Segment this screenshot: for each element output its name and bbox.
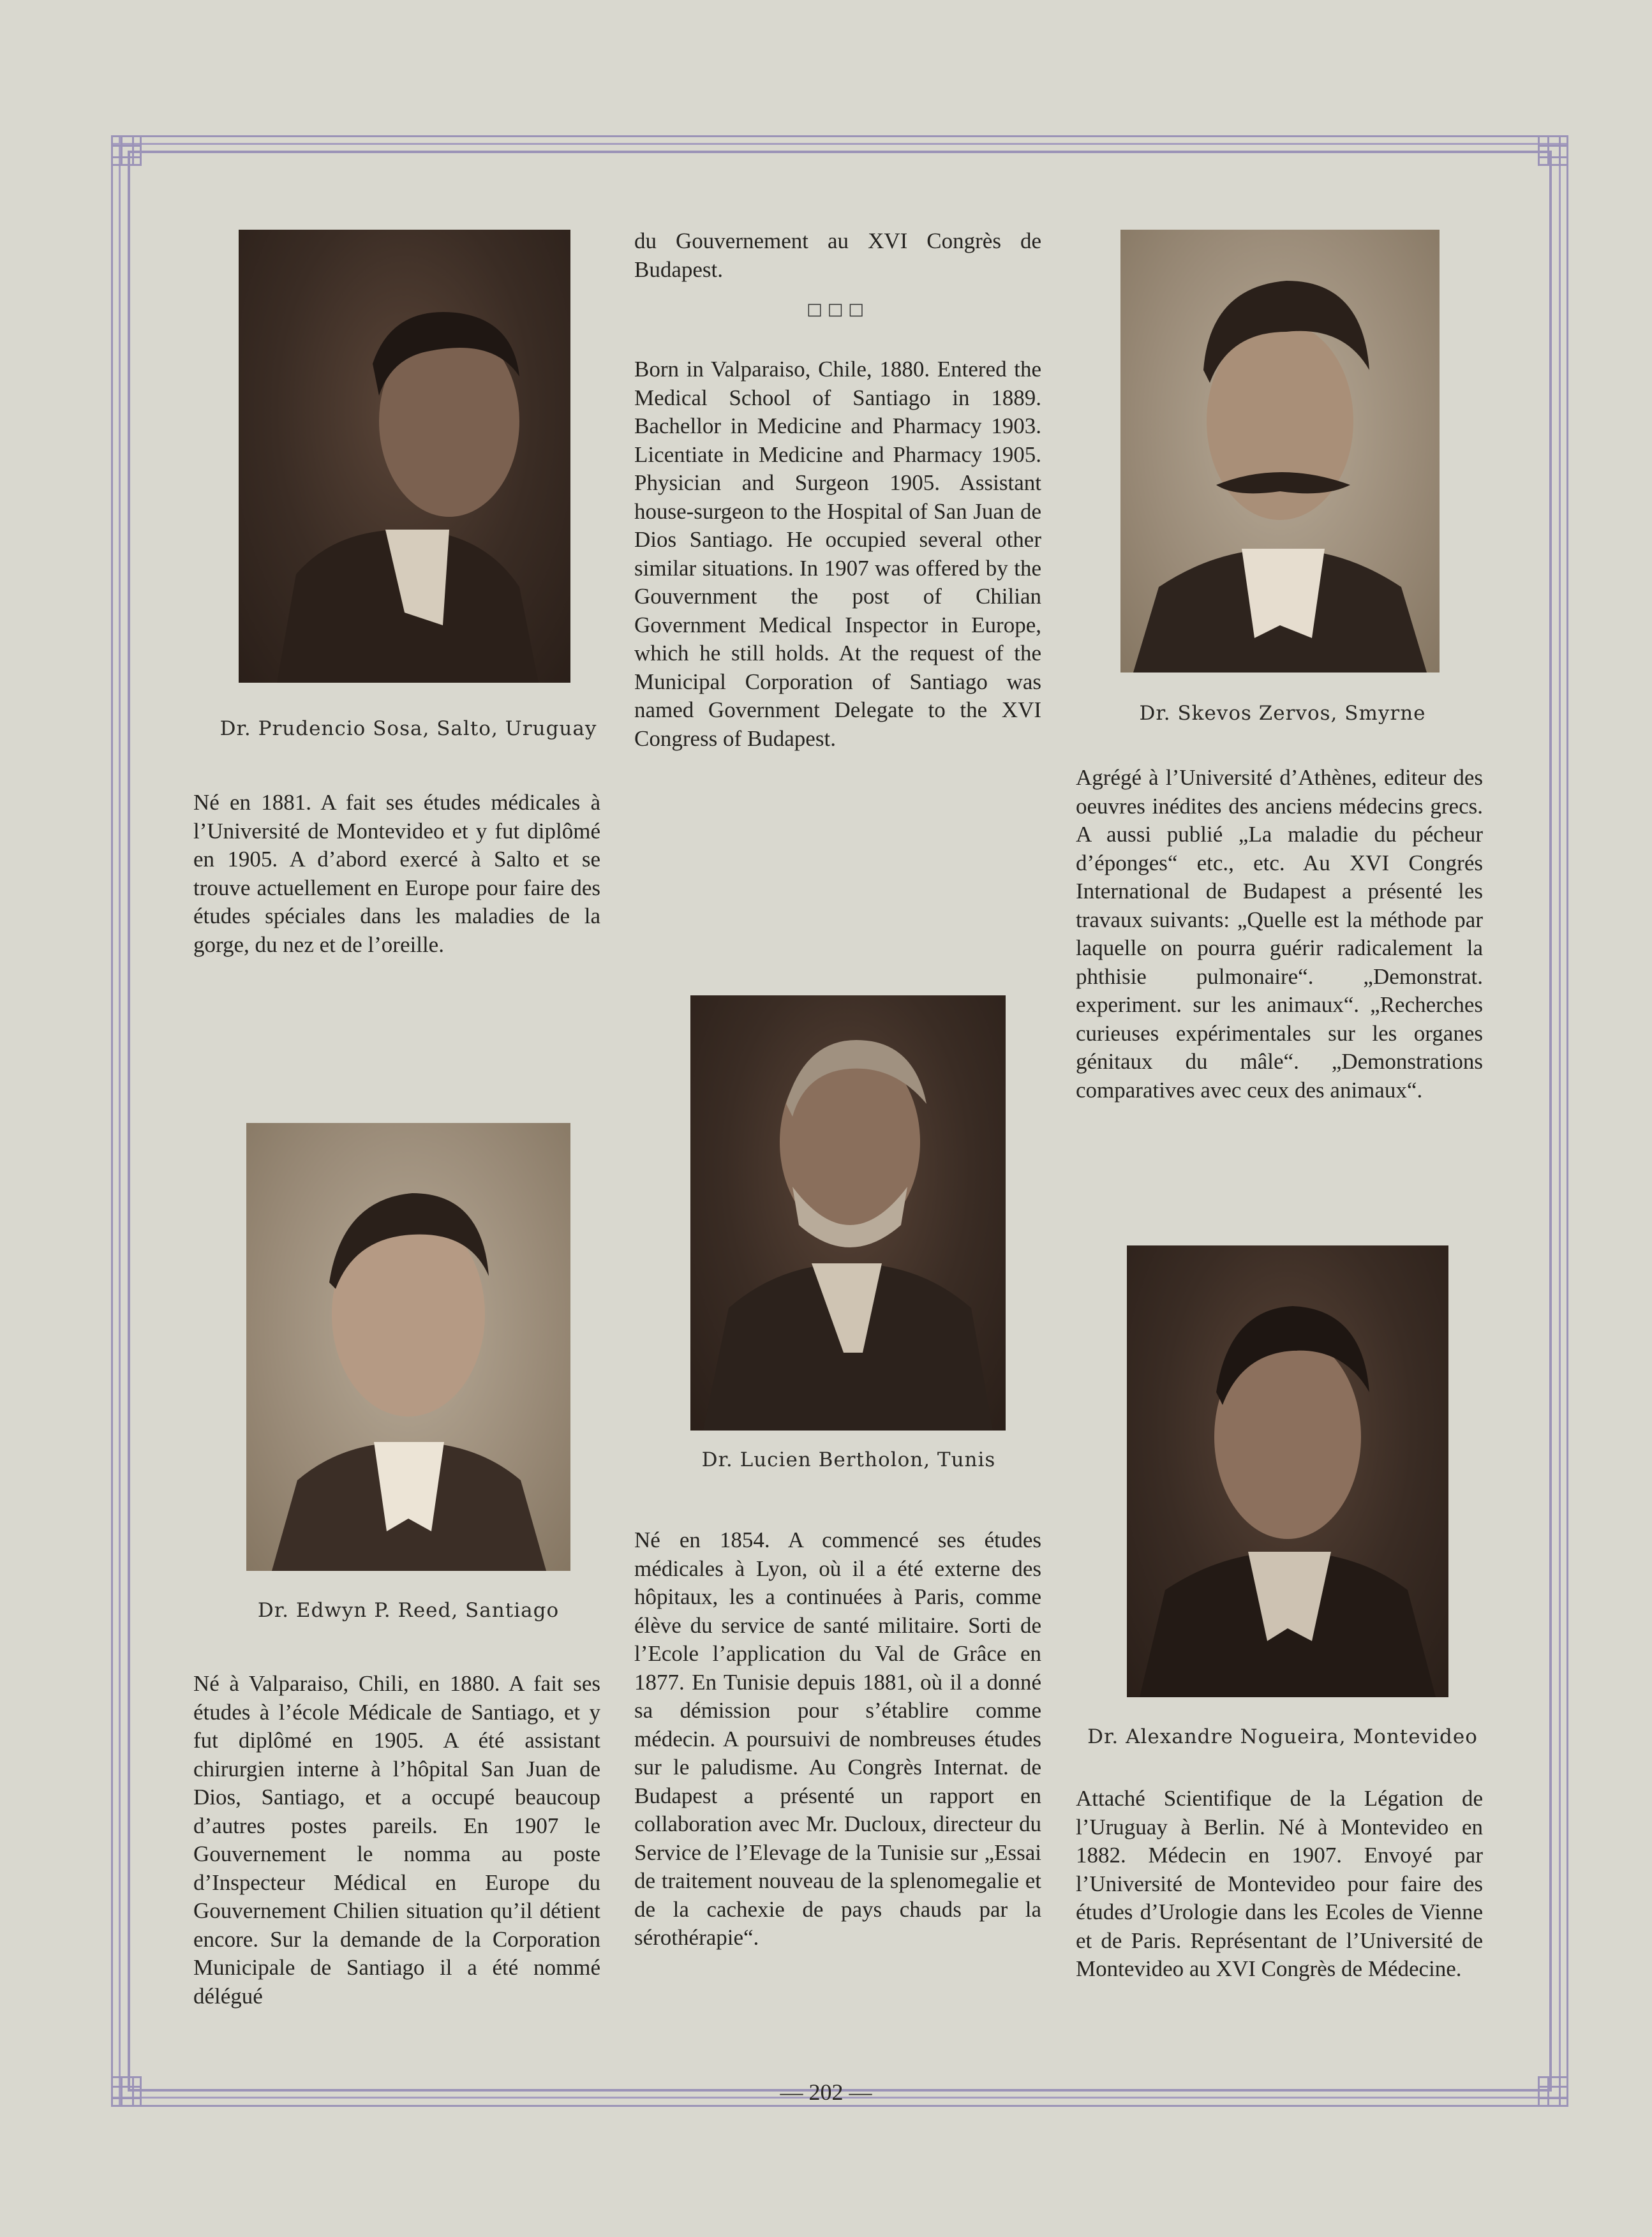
page-number: — 202 — xyxy=(780,2079,872,2105)
continuation-text: du Gouvernement au XVI Congrès de Budapest. xyxy=(634,228,1041,282)
caption-bertholon: Dr. Lucien Bertholon, Tunis xyxy=(701,1448,996,1471)
section-separator: □□□ xyxy=(807,300,869,319)
portrait-photo-sosa xyxy=(239,230,570,683)
bio-text-zervos: Agrégé à l’Université d’Athènes, editeur des oeuvres inédites des anciens médecins grecs. A aussi publié „La maladie du pécheur d’éponges“ etc., etc. Au XVI Congrés International de Budapest a présenté les travaux suivants: „Quelle est la méthode par laquelle on pourra guérir radicalement la phthisie pulmonaire“. „Demonstrat. experiment. sur les animaux“. „Recherches curieuses expérimentales sur les organes génitaux du mâle“. „Demonstrations comparatives avec ceux des animaux“. xyxy=(1076,765,1483,1103)
caption-nogueira: Dr. Alexandre Nogueira, Montevideo xyxy=(1087,1725,1478,1748)
bio-text-nogueira: Attaché Scientifique de la Légation de l’Uruguay à Berlin. Né à Montevideo en 1882. Médecin en 1907. Envoyé par l’Université de Montevideo pour faire des études d’Urologie dans les Ecoles de Vienne et de Paris. Représentant de l’Université de Montevideo au XVI Congrès de Médecine. xyxy=(1076,1786,1483,1981)
border-rule-right xyxy=(1559,135,1561,2107)
caption-zervos: Dr. Skevos Zervos, Smyrne xyxy=(1139,702,1426,725)
corner-ornament-top-right xyxy=(1538,135,1568,166)
portrait-photo-nogueira xyxy=(1127,1245,1448,1697)
portrait-photo-reed xyxy=(246,1123,570,1571)
portrait-photo-bertholon xyxy=(690,995,1006,1431)
border-rule-left xyxy=(119,135,121,2107)
caption-sosa: Dr. Prudencio Sosa, Salto, Uruguay xyxy=(220,717,597,740)
corner-ornament-top-left xyxy=(111,135,142,166)
border-rule-top xyxy=(111,143,1568,145)
english-text-reed: Born in Valparaiso, Chile, 1880. Entered the Medical School of Santiago in 1889. Bachellor in Medicine and Pharmacy 1903. Licentiate in Medicine and Pharmacy 1905. Physician and Surgeon 1905. Assistant house-surgeon to the Hospital of San Juan de Dios Santiago. He occupied several other similar situations. In 1907 was offered by the Gouvernment the post of Chilian Government Medical Inspector in Europe, which he still holds. At the request of the Municipal Corporation of Santiago was named Government Delegate to the XVI Congress of Budapest. xyxy=(634,357,1041,751)
caption-reed: Dr. Edwyn P. Reed, Santiago xyxy=(257,1599,560,1622)
bio-text-bertholon: Né en 1854. A commencé ses études médicales à Lyon, où il a été externe des hôpitaux, les a continuées à Paris, comme élève du service de santé militaire. Sorti de l’Ecole l’application du Val de Grâce en 1877. En Tunisie depuis 1881, où il a donné sa démission pour s’établire comme médecin. A poursuivi de nombreuses études sur le paludisme. Au Congrès Internat. de Budapest a présenté un rapport en collaboration avec Mr. Ducloux, directeur du Service de l’Elevage de la Tunisie sur „Essai de traitement nouveau de la splenomegalie et de la cachexie de pays chauds par la sérothérapie“. xyxy=(634,1527,1041,1950)
portrait-photo-zervos xyxy=(1120,230,1440,673)
bio-text-sosa: Né en 1881. A fait ses études médicales à l’Université de Montevideo et y fut diplômé en 1905. A d’abord exercé à Salto et se trouve actuellement en Europe pour faire des études spéciales dans les maladies de la gorge, du nez et de l’oreille. xyxy=(193,790,600,957)
bio-text-reed: Né à Valparaiso, Chili, en 1880. A fait ses études à l’école Médicale de Santiago, et y fut diplômé en 1905. A été assistant chirurgien interne à l’hôpital San Juan de Dios, Santiago, et a occupé beaucoup d’autres postes pareils. En 1907 le Gouvernement le nomma au poste d’Inspecteur Médical en Europe du Gouvernement Chilien situation qu’il détient encore. Sur la demande de la Corporation Municipale de Santiago il a été nommé délégué xyxy=(193,1671,600,2009)
